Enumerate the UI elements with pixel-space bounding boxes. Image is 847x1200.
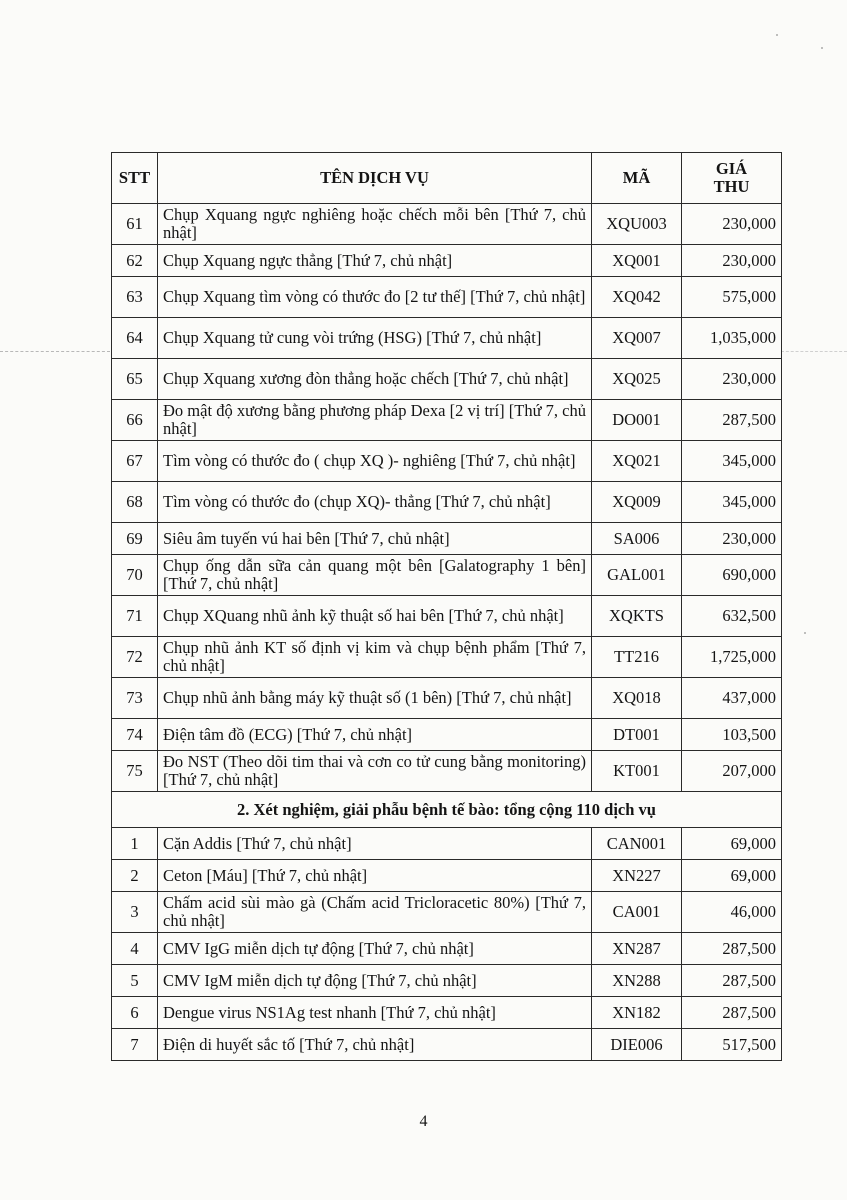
table-row [112, 828, 782, 860]
page-number: 4 [419, 1113, 428, 1130]
service-name: Điện di huyết sắc tố [Thứ 7, chủ nhật] [158, 1029, 592, 1061]
service-price: 103,500 [682, 719, 782, 751]
service-price: 230,000 [682, 245, 782, 277]
service-price: 69,000 [682, 860, 782, 892]
row-number: 73 [112, 678, 158, 719]
service-name: Chấm acid sùi mào gà (Chấm acid Tricloracetic 80%) [Thứ 7, chủ nhật] [158, 892, 592, 933]
scan-speck [776, 34, 778, 36]
header-code: MÃ [592, 153, 682, 204]
scan-speck [804, 632, 806, 634]
service-price: 517,500 [682, 1029, 782, 1061]
service-price: 46,000 [682, 892, 782, 933]
service-price: 207,000 [682, 751, 782, 792]
service-price: 230,000 [682, 204, 782, 245]
table-row [112, 933, 782, 965]
table-row [112, 892, 782, 933]
service-code: XQ021 [592, 441, 682, 482]
table-row [112, 860, 782, 892]
imaging-rows [112, 204, 782, 792]
table-row [112, 997, 782, 1029]
row-number: 61 [112, 204, 158, 245]
row-number: 7 [112, 1029, 158, 1061]
table-row [112, 359, 782, 400]
service-code: GAL001 [592, 555, 682, 596]
row-number: 4 [112, 933, 158, 965]
row-number: 1 [112, 828, 158, 860]
header-price: GIÁ THU [682, 153, 782, 204]
table-header-row [112, 153, 782, 204]
row-number: 2 [112, 860, 158, 892]
table-row [112, 277, 782, 318]
row-number: 63 [112, 277, 158, 318]
table-row [112, 1029, 782, 1061]
service-code: XQU003 [592, 204, 682, 245]
service-name: Tìm vòng có thước đo (chụp XQ)- thẳng [Thứ 7, chủ nhật] [158, 482, 592, 523]
service-code: XQ042 [592, 277, 682, 318]
table-row [112, 204, 782, 245]
service-price: 345,000 [682, 482, 782, 523]
service-code: DO001 [592, 400, 682, 441]
section-header-row [112, 792, 782, 828]
service-price: 575,000 [682, 277, 782, 318]
service-price: 287,500 [682, 933, 782, 965]
service-name: Đo mật độ xương bằng phương pháp Dexa [2 vị trí] [Thứ 7, chủ nhật] [158, 400, 592, 441]
row-number: 74 [112, 719, 158, 751]
row-number: 5 [112, 965, 158, 997]
row-number: 3 [112, 892, 158, 933]
table-row [112, 678, 782, 719]
table-row [112, 482, 782, 523]
service-name: Điện tâm đồ (ECG) [Thứ 7, chủ nhật] [158, 719, 592, 751]
fold-mark-right [781, 351, 847, 352]
service-name: Chụp Xquang ngực thẳng [Thứ 7, chủ nhật] [158, 245, 592, 277]
row-number: 71 [112, 596, 158, 637]
service-code: CAN001 [592, 828, 682, 860]
service-name: Chụp nhũ ảnh bằng máy kỹ thuật số (1 bên) [Thứ 7, chủ nhật] [158, 678, 592, 719]
header-stt: STT [112, 153, 158, 204]
scan-speck [821, 47, 823, 49]
table-row [112, 719, 782, 751]
row-number: 75 [112, 751, 158, 792]
table-row [112, 555, 782, 596]
row-number: 70 [112, 555, 158, 596]
header-service-name: TÊN DỊCH VỤ [158, 153, 592, 204]
table-row [112, 596, 782, 637]
service-price: 437,000 [682, 678, 782, 719]
service-code: XN287 [592, 933, 682, 965]
service-price: 287,500 [682, 400, 782, 441]
service-name: Đo NST (Theo dõi tim thai và cơn co tử cung bằng monitoring) [Thứ 7, chủ nhật] [158, 751, 592, 792]
row-number: 68 [112, 482, 158, 523]
service-code: XN227 [592, 860, 682, 892]
service-price: 69,000 [682, 828, 782, 860]
row-number: 69 [112, 523, 158, 555]
service-price-table [111, 152, 782, 1061]
table-row [112, 523, 782, 555]
table-row [112, 441, 782, 482]
service-price: 690,000 [682, 555, 782, 596]
table-row [112, 965, 782, 997]
service-code: XN288 [592, 965, 682, 997]
service-code: XQ025 [592, 359, 682, 400]
service-name: Siêu âm tuyến vú hai bên [Thứ 7, chủ nhật] [158, 523, 592, 555]
row-number: 62 [112, 245, 158, 277]
service-price: 345,000 [682, 441, 782, 482]
row-number: 6 [112, 997, 158, 1029]
service-name: Cặn Addis [Thứ 7, chủ nhật] [158, 828, 592, 860]
service-code: KT001 [592, 751, 682, 792]
service-name: Chụp Xquang tìm vòng có thước đo [2 tư thế] [Thứ 7, chủ nhật] [158, 277, 592, 318]
table-row [112, 318, 782, 359]
service-code: XQ001 [592, 245, 682, 277]
lab-test-rows [112, 828, 782, 1061]
service-name: Chụp nhũ ảnh KT số định vị kim và chụp bệnh phẩm [Thứ 7, chủ nhật] [158, 637, 592, 678]
service-code: DT001 [592, 719, 682, 751]
service-code: SA006 [592, 523, 682, 555]
service-price: 230,000 [682, 359, 782, 400]
service-name: Chụp Xquang ngực nghiêng hoặc chếch mỗi bên [Thứ 7, chủ nhật] [158, 204, 592, 245]
service-name: Chụp Xquang xương đòn thẳng hoặc chếch [Thứ 7, chủ nhật] [158, 359, 592, 400]
section-title: 2. Xét nghiệm, giải phẫu bệnh tế bào: tổng cộng 110 dịch vụ [112, 792, 782, 828]
table-row [112, 245, 782, 277]
service-name: Chụp XQuang nhũ ảnh kỹ thuật số hai bên [Thứ 7, chủ nhật] [158, 596, 592, 637]
service-code: XQ018 [592, 678, 682, 719]
service-price: 287,500 [682, 965, 782, 997]
service-name: CMV IgG miễn dịch tự động [Thứ 7, chủ nhật] [158, 933, 592, 965]
service-name: Ceton [Máu] [Thứ 7, chủ nhật] [158, 860, 592, 892]
table-row [112, 637, 782, 678]
service-price: 230,000 [682, 523, 782, 555]
row-number: 72 [112, 637, 158, 678]
row-number: 64 [112, 318, 158, 359]
service-code: XQ009 [592, 482, 682, 523]
table-row [112, 400, 782, 441]
row-number: 66 [112, 400, 158, 441]
row-number: 67 [112, 441, 158, 482]
service-code: XN182 [592, 997, 682, 1029]
service-name: Tìm vòng có thước đo ( chụp XQ )- nghiêng [Thứ 7, chủ nhật] [158, 441, 592, 482]
service-price: 1,725,000 [682, 637, 782, 678]
row-number: 65 [112, 359, 158, 400]
service-price: 287,500 [682, 997, 782, 1029]
service-name: Dengue virus NS1Ag test nhanh [Thứ 7, chủ nhật] [158, 997, 592, 1029]
service-code: XQ007 [592, 318, 682, 359]
service-code: CA001 [592, 892, 682, 933]
table-row [112, 751, 782, 792]
service-name: Chụp ống dẫn sữa cản quang một bên [Galatography 1 bên] [Thứ 7, chủ nhật] [158, 555, 592, 596]
service-price: 1,035,000 [682, 318, 782, 359]
fold-mark-left [0, 351, 110, 352]
service-code: TT216 [592, 637, 682, 678]
service-name: Chụp Xquang tử cung vòi trứng (HSG) [Thứ 7, chủ nhật] [158, 318, 592, 359]
service-name: CMV IgM miễn dịch tự động [Thứ 7, chủ nhật] [158, 965, 592, 997]
service-code: XQKTS [592, 596, 682, 637]
service-price: 632,500 [682, 596, 782, 637]
service-code: DIE006 [592, 1029, 682, 1061]
